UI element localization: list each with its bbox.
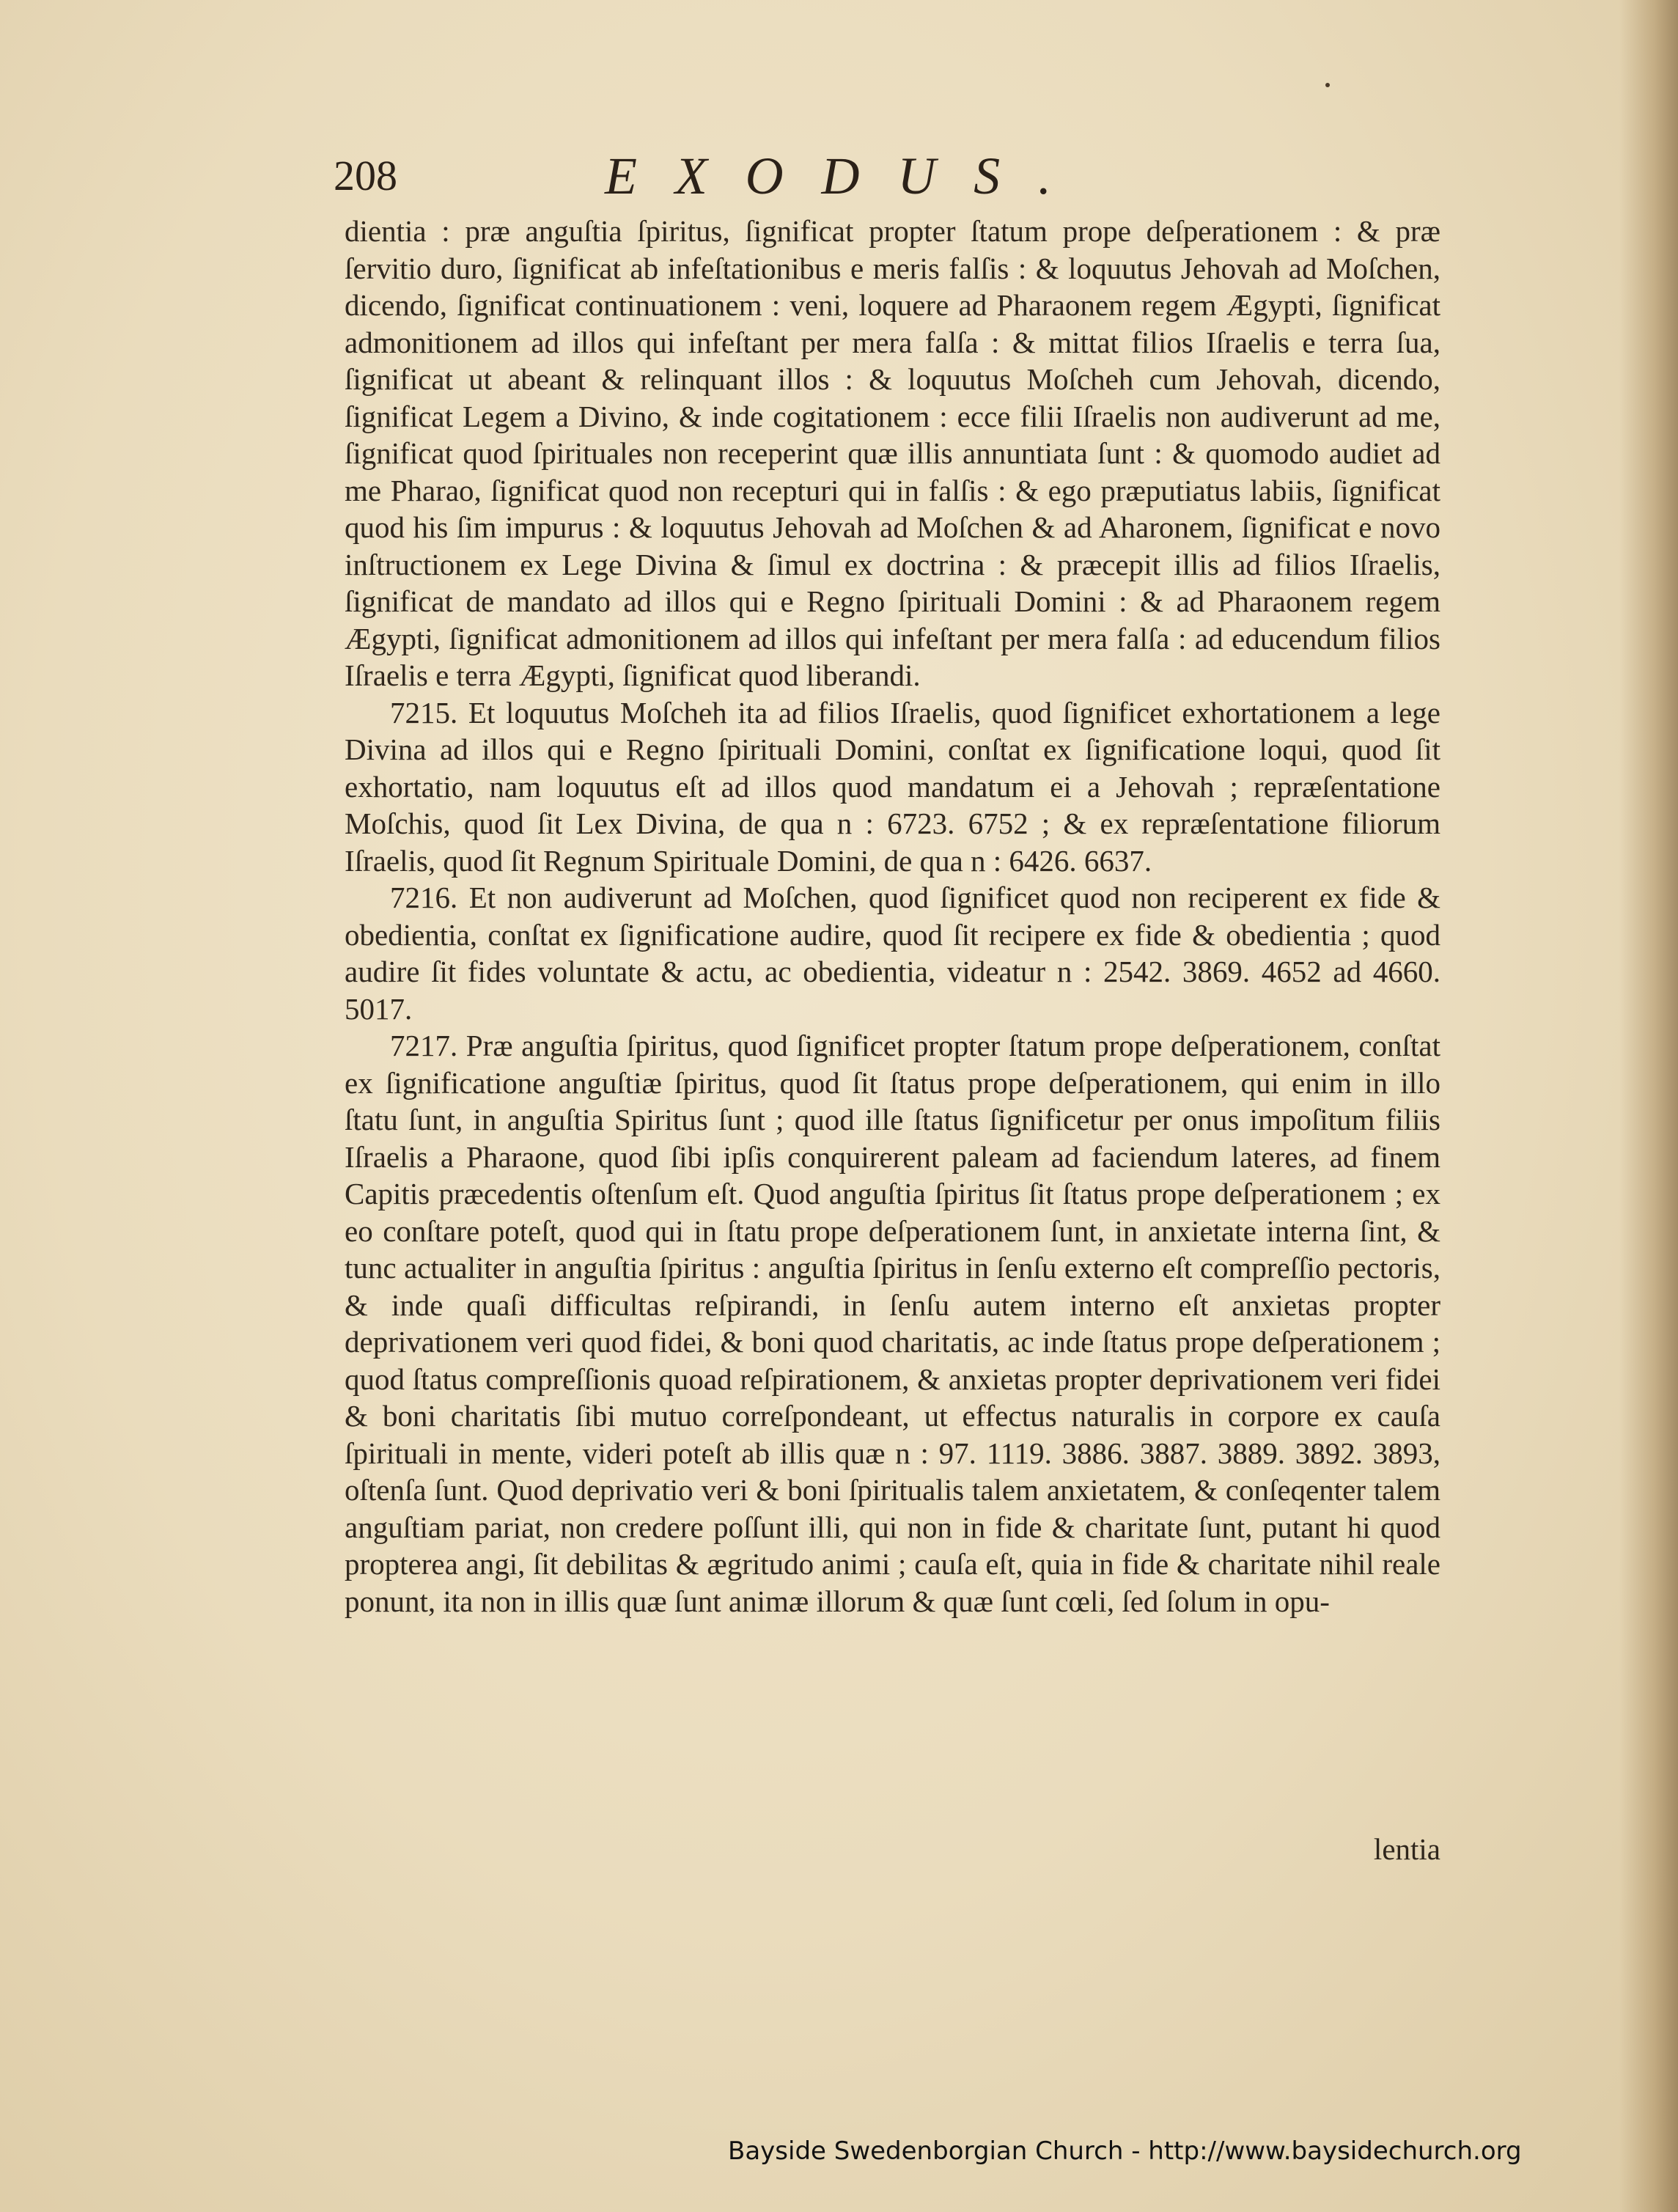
page-gutter-shadow (1619, 0, 1678, 2212)
paragraph-continuation: dientia : præ anguſtia ſpiritus, ſignificat propter ſtatum prope deſperationem : & præ ſervitio duro, ſignificat ab infeſtationibus e meris falſis : & loquutus Jehovah ad Moſchen, dicendo, ſignificat continuationem : veni, loquere ad Pharaonem regem Ægypti, ſignificat admonitionem ad illos qui infeſtant per mera falſa : & mittat filios Iſraelis e terra ſua, ſignificat ut abeant & relinquant illos : & loquutus Moſcheh cum Jehovah, dicendo, ſignificat Legem a Divino, & inde cogitationem : ecce filii Iſraelis non audiverunt ad me, ſignificat quod ſpirituales non receperint quæ illis annuntiata ſunt : & quomodo audiet ad me Pharao, ſignificat quod non recepturi qui in falſis : & ego præputiatus labiis, ſignificat quod his ſim impurus : & loquutus Jehovah ad Moſchen & ad Aharonem, ſignificat e novo inſtructionem ex Lege Divina & ſimul ex doctrina : & præcepit illis ad filios Iſraelis, ſignificat de mandato ad illos qui e Regno ſpirituali Domini : & ad Pharaonem regem Ægypti, ſignificat admonitionem ad illos qui infeſtant per mera falſa : ad educendum filios Iſraelis e terra Ægypti, ſignificat quod liberandi. (345, 214, 1440, 692)
source-watermark: Bayside Swedenborgian Church - http://www.baysidechurch.org (728, 2136, 1522, 2166)
book-title: EXODUS. (605, 147, 1089, 205)
paragraph-7216: 7216. Et non audiverunt ad Moſchen, quod ſignificet quod non reciperent ex fide & obedientia, conſtat ex ſignificatione audire, quod ſit recipere ex fide & obedientia ; quod audire ſit fides voluntate & actu, ac obedientia, videatur n : 2542. 3869. 4652 ad 4660. 5017. (345, 881, 1440, 1026)
running-head (334, 143, 1440, 209)
catchword: lentia (1373, 1832, 1440, 1866)
paragraph-7215: 7215. Et loquutus Moſcheh ita ad filios Iſraelis, quod ſignificet exhortationem a lege Divina ad illos qui e Regno ſpirituali Domini, conſtat ex ſignificatione loqui, quod ſit exhortatio, nam loquutus eſt ad illos quod mandatum ei a Jehovah ; repræſentatione Moſchis, quod ſit Lex Divina, de qua n : 6723. 6752 ; & ex repræſentatione filiorum Iſraelis, quod ſit Regnum Spirituale Domini, de qua n : 6426. 6637. (345, 695, 1440, 878)
body-text (345, 213, 1440, 1620)
page-number: 208 (334, 152, 397, 199)
ink-speck (1325, 83, 1330, 87)
paragraph-7217: 7217. Præ anguſtia ſpiritus, quod ſignificet propter ſtatum prope deſperationem, conſtat ex ſignificatione anguſtiæ ſpiritus, quod ſit ſtatus prope deſperationem, qui enim in illo ſtatu ſunt, in anguſtia Spiritus ſunt ; quod ille ſtatus ſignificetur per onus impoſitum filiis Iſraelis a Pharaone, quod ſibi ipſis conquirerent paleam ad faciendum lateres, ad finem Capitis præcedentis oſtenſum eſt. Quod anguſtia ſpiritus ſit ſtatus prope deſperationem ; ex eo conſtare poteſt, quod qui in ſtatu prope deſperationem ſunt, in anxietate interna ſint, & tunc actualiter in anguſtia ſpiritus : anguſtia ſpiritus in ſenſu externo eſt compreſſio pectoris, & inde quaſi difficultas reſpirandi, in ſenſu autem interno eſt anxietas propter deprivationem veri quod fidei, & boni quod charitatis, ac inde ſtatus prope deſperationem ; quod ſtatus compreſſionis quoad reſpirationem, & anxietas propter deprivationem veri fidei & boni charitatis ſibi mutuo correſpondeant, ut effectus naturalis in corpore ex cauſa ſpirituali in mente, videri poteſt ab illis quæ n : 97. 1119. 3886. 3887. 3889. 3892. 3893, oſtenſa ſunt. Quod deprivatio veri & boni ſpiritualis talem anxietatem, & conſeqenter talem anguſtiam pariat, non credere poſſunt illi, qui non in fide & charitate ſunt, putant hi quod propterea angi, ſit debilitas & ægritudo animi ; cauſa eſt, quia in fide & charitate nihil reale ponunt, ita non in illis quæ ſunt animæ illorum & quæ ſunt cœli, ſed ſolum in opu- (345, 1029, 1440, 1618)
